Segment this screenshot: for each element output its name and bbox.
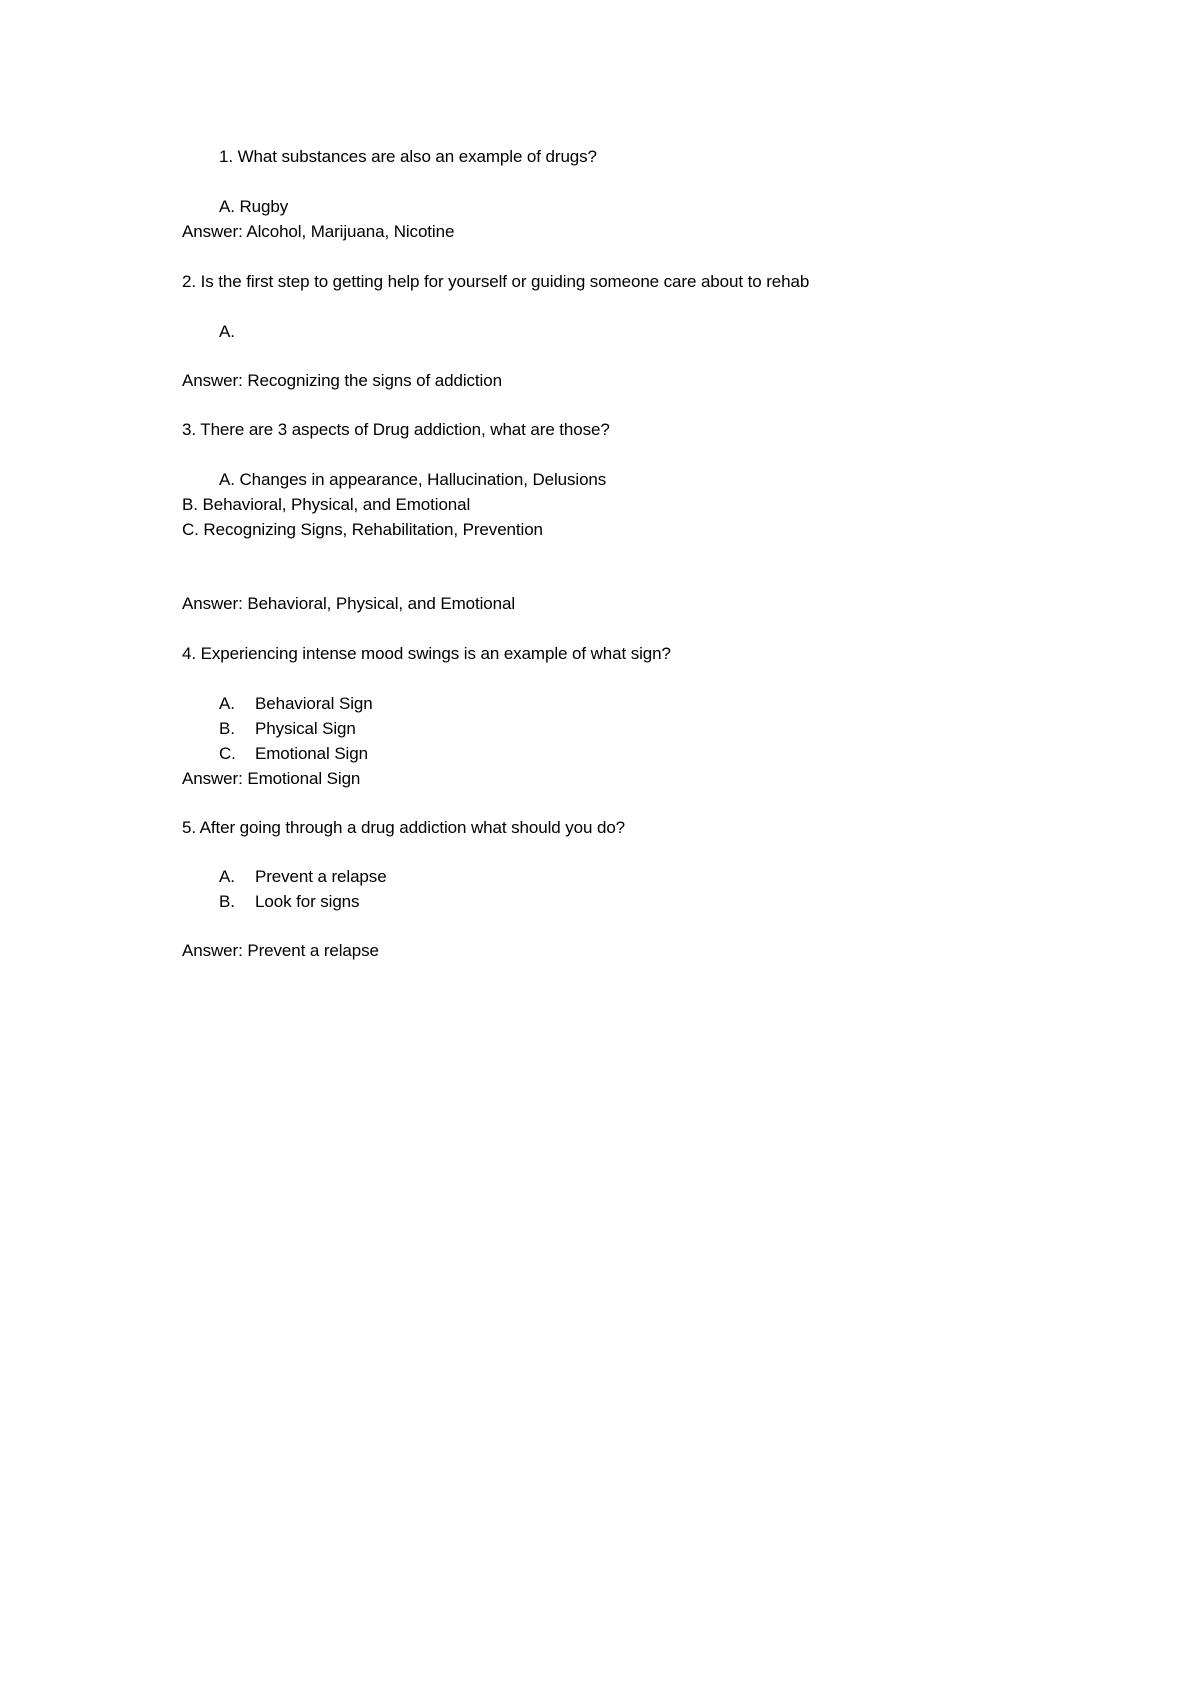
option-text: Behavioral Sign <box>255 694 373 713</box>
question-2: 2. Is the first step to getting help for yourself or guiding someone care about to rehab <box>182 272 810 291</box>
option-letter: A. <box>219 694 235 713</box>
question-4-option-c <box>219 743 368 765</box>
question-3-option-a: A. Changes in appearance, Hallucination, Delusions <box>219 470 607 489</box>
question-5: 5. After going through a drug addiction what should you do? <box>182 818 626 837</box>
question-1: 1. What substances are also an example of drugs? <box>219 147 597 166</box>
question-4-answer: Answer: Emotional Sign <box>182 769 361 788</box>
question-3-option-c: C. Recognizing Signs, Rehabilitation, Prevention <box>182 520 543 539</box>
question-2-answer: Answer: Recognizing the signs of addiction <box>182 371 502 390</box>
option-letter: A. <box>219 867 235 886</box>
question-4-option-a <box>219 693 373 715</box>
question-4-option-b <box>219 718 356 740</box>
question-2-option-a: A. <box>219 322 235 341</box>
question-3-option-b: B. Behavioral, Physical, and Emotional <box>182 495 471 514</box>
option-text: Prevent a relapse <box>255 867 387 886</box>
question-1-option-a: A. Rugby <box>219 197 289 216</box>
question-3: 3. There are 3 aspects of Drug addiction, what are those? <box>182 420 610 439</box>
option-letter: B. <box>219 719 235 738</box>
option-text: Look for signs <box>255 892 360 911</box>
option-text: Physical Sign <box>255 719 356 738</box>
question-5-answer: Answer: Prevent a relapse <box>182 941 379 960</box>
option-letter: B. <box>219 892 235 911</box>
option-letter: C. <box>219 744 236 763</box>
question-3-answer: Answer: Behavioral, Physical, and Emotional <box>182 594 516 613</box>
option-text: Emotional Sign <box>255 744 368 763</box>
question-1-answer: Answer: Alcohol, Marijuana, Nicotine <box>182 222 455 241</box>
question-5-option-b <box>219 891 359 913</box>
question-4: 4. Experiencing intense mood swings is an example of what sign? <box>182 644 671 663</box>
question-5-option-a <box>219 866 387 888</box>
